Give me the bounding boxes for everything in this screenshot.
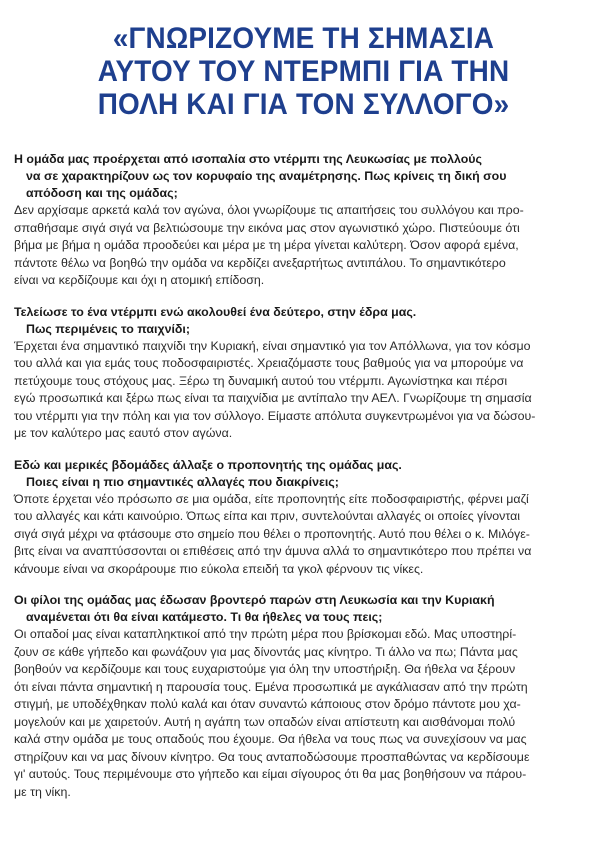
interview-block-3 <box>14 457 593 579</box>
answer-line: Δεν αρχίσαμε αρκετά καλά τον αγώνα, όλοι γνωρίζουμε τις απαιτήσεις του συλλόγου και προ- <box>14 203 524 217</box>
answer-line: Οι οπαδοί μας είναι καταπληκτικοί από την πρώτη μέρα που βρίσκομαι εδώ. Μας υποστηρί- <box>14 627 517 641</box>
headline <box>34 22 572 121</box>
answer-line: με τη νίκη. <box>14 784 71 799</box>
question-line: Πως περιμένεις το παιχνίδι; <box>26 321 190 336</box>
question-line: να σε χαρακτηρίζουν ως τον κορυφαίο της αναμέτρησης. Πως κρίνεις τη δική σου <box>26 169 507 183</box>
answer-line: βιτς είναι να αναπτύσσονται οι επιθέσεις από την άμυνα αλλά το σημαντικότερο που πρέπει να <box>14 544 532 558</box>
answer-line: στιγμή, με υποδέχθηκαν πολύ καλά και όταν συναντώ κάποιους στον δρόμο πάντοτε μου χα- <box>14 697 521 711</box>
question-line: Η ομάδα μας προέρχεται από ισοπαλία στο ντέρμπι της Λευκωσίας με πολλούς <box>14 152 482 166</box>
question-line: Οι φίλοι της ομάδας μας έδωσαν βροντερό παρών στη Λευκωσία και την Κυριακή <box>14 593 495 607</box>
interview-answer <box>14 338 593 443</box>
answer-line: εγώ προσωπικά και ξέρω πως είναι τα παιχνίδια με αντίπαλο την ΑΕΛ. Γνωρίζουμε τη σημασία <box>14 391 532 405</box>
interview-question <box>14 151 593 202</box>
interview-question <box>14 592 593 626</box>
answer-line: βοηθούν να κερδίζουμε και τους ευχαριστούμε για όλη την υποστήριξη. Θα ήθελα να ξέρουν <box>14 662 516 676</box>
answer-line: με τον καλύτερο μας εαυτό στον αγώνα. <box>14 426 233 440</box>
question-line: Ποιες είναι η πιο σημαντικές αλλαγές που διακρίνεις; <box>26 474 339 489</box>
headline-line: ΠΟΛΗ ΚΑΙ ΓΙΑ ΤΟΝ ΣΥΛΛΟΓΟ» <box>97 88 510 121</box>
answer-line: του ντέρμπι για την πόλη και για τον σύλλογο. Είμαστε απόλυτα συγκεντρωμένοι για να δώσου- <box>14 408 536 423</box>
answer-line: πετύχουμε τους στόχους μας. Ξέρω τη δυναμική αυτού του ντέρμπι. Αγωνίστηκα και πέρσι <box>14 373 508 388</box>
question-line: αναμένεται ότι θα είναι κατάμεστο. Τι θα ήθελες να τους πεις; <box>26 610 383 624</box>
interview-answer <box>14 626 593 801</box>
interview-block-1 <box>14 151 593 290</box>
question-line: Εδώ και μερικές βδομάδες άλλαξε ο προπονητής της ομάδας μας. <box>14 457 402 472</box>
answer-line: στηρίζουν και να μας δίνουν κίνητρο. Θα τους ανταποδώσουμε προσπαθώντας να κερδίσουμε <box>14 749 530 764</box>
answer-line: Όποτε έρχεται νέο πρόσωπο σε μια ομάδα, είτε προπονητής είτε ποδοσφαιριστής, φέρνει μαζί <box>14 491 529 506</box>
question-line: Τελείωσε το ένα ντέρμπι ενώ ακολουθεί ένα δεύτερο, στην έδρα μας. <box>14 304 417 319</box>
answer-line: του αλλαγές και κάτι καινούριο. Όπως είπα και πριν, συντελούνται αλλαγές οι οποίες γίνονται <box>14 509 521 523</box>
interview-question <box>14 304 593 338</box>
answer-line: βήμα με βήμα η ομάδα προοδεύει και μέρα με τη μέρα γίνεται καλύτερη. Όσον αφορά εμένα, <box>14 238 519 252</box>
answer-line: ότι είναι πάντα σημαντική η παρουσία τους. Εμένα προσωπικά με αγκάλιασαν από την πρώτη <box>14 679 528 694</box>
headline-line: ΑΥΤΟΥ ΤΟΥ ΝΤΕΡΜΠΙ ΓΙΑ ΤΗΝ <box>97 55 510 88</box>
interview-block-2 <box>14 304 593 443</box>
answer-line: είναι να κερδίζουμε και όχι η ατομική επίδοση. <box>14 273 265 287</box>
question-line: απόδοση και της ομάδας; <box>26 186 178 200</box>
headline-line: «ΓΝΩΡΙΖΟΥΜΕ ΤΗ ΣΗΜΑΣΙΑ <box>112 22 495 55</box>
interview-block-4 <box>14 592 593 801</box>
interview-question <box>14 457 593 491</box>
answer-line: του αλλά και για εμάς τους ποδοσφαιριστές. Χρειαζόμαστε τους βαθμούς για να μπορούμε να <box>14 356 524 370</box>
interview-answer <box>14 491 593 579</box>
answer-line: Έρχεται ένα σημαντικό παιχνίδι την Κυριακή, είναι σημαντικό για τον Απόλλωνα, για τον κόσμο <box>14 338 531 353</box>
answer-line: πάντοτε θέλω να βοηθώ την ομάδα να κερδίζει ανεξαρτήτως αντιπάλου. Το σημαντικότερο <box>14 255 506 270</box>
answer-line: ζουν σε κάθε γήπεδο και φωνάζουν για μας δίνοντάς μας κίνητρο. Τι άλλο να πω; Πάντα μας <box>14 644 518 659</box>
answer-line: σπαθήσαμε σιγά σιγά να βελτιώσουμε την εικόνα μας στον αγωνιστικό χώρο. Πιστεύουμε ότι <box>14 220 520 235</box>
answer-line: κάνουμε είναι να σκοράρουμε πιο εύκολα επειδή τα γκολ φέρνουν τις νίκες. <box>14 561 424 576</box>
answer-line: γι' αυτούς. Τους περιμένουμε στο γήπεδο και είμαι σίγουρος ότι θα μας βοηθήσουν να πάρου- <box>14 767 527 781</box>
answer-line: σιγά σιγά μέχρι να φτάσουμε στο σημείο που θέλει ο προπονητής. Αυτό που θέλει ο κ. Μιλόγε- <box>14 526 530 541</box>
answer-line: καλά στην ομάδα με τους οπαδούς που έχουμε. Θα ήθελα να τους πως να συνεχίσουν να μας <box>14 732 527 746</box>
answer-line: μογελούν και με χαιρετούν. Αυτή η αγάπη των οπαδών είναι απίστευτη και αισθάνομαι πολύ <box>14 714 516 729</box>
interview-answer <box>14 202 593 290</box>
